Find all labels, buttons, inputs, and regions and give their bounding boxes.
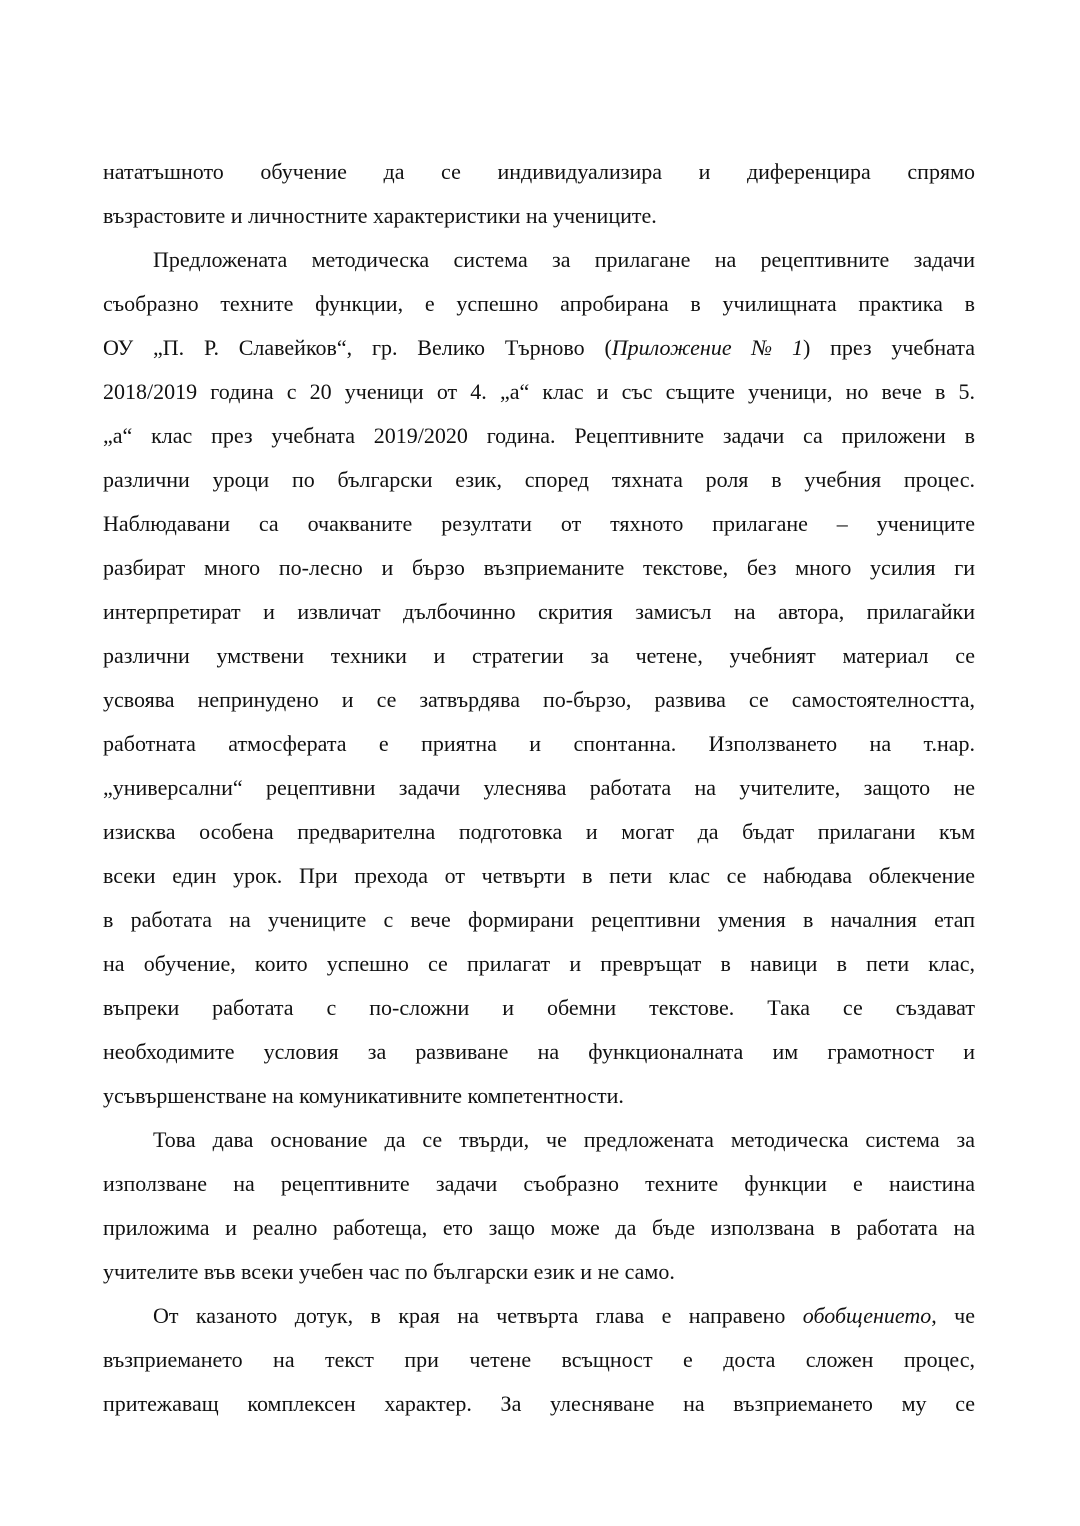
text-line bbox=[103, 1382, 975, 1426]
text-line bbox=[103, 546, 975, 590]
line-content bbox=[153, 1294, 975, 1338]
line-content bbox=[103, 678, 975, 722]
text-run: Наблюдавани са очакваните резултати от тяхното прилагане – учениците bbox=[103, 511, 975, 536]
text-run: различни уроци по български език, според тяхната роля в учебния процес. bbox=[103, 467, 975, 492]
text-line bbox=[103, 766, 975, 810]
text-run: всеки един урок. При прехода от четвърти в пети клас се набюдава облекчение bbox=[103, 863, 975, 888]
text-run: Това дава основание да се твърди, че предложената методическа система за bbox=[153, 1127, 975, 1152]
text-run: „универсални“ рецептивни задачи улеснява работата на учителите, защото не bbox=[103, 775, 975, 800]
text-line bbox=[103, 1206, 975, 1250]
line-content bbox=[103, 282, 975, 326]
text-run: 2018/2019 година с 20 ученици от 4. „а“ клас и със същите ученици, но вече в 5. bbox=[103, 379, 975, 404]
text-line bbox=[103, 414, 975, 458]
text-line bbox=[103, 986, 975, 1030]
text-run: Предложената методическа система за прилагане на рецептивните задачи bbox=[153, 247, 975, 272]
text-run: въпреки работата с по-сложни и обемни текстове. Така се създават bbox=[103, 995, 975, 1020]
italic-text: Приложение № 1 bbox=[611, 335, 803, 360]
text-run: интерпретират и извличат дълбочинно скрития замисъл на автора, прилагайки bbox=[103, 599, 975, 624]
line-content bbox=[103, 590, 975, 634]
text-line bbox=[103, 194, 975, 238]
text-line bbox=[103, 854, 975, 898]
text-line bbox=[103, 1162, 975, 1206]
line-content bbox=[103, 1259, 675, 1284]
text-line bbox=[103, 326, 975, 370]
text-line bbox=[103, 722, 975, 766]
text-run: различни умствени техники и стратегии за четене, учебният материал се bbox=[103, 643, 975, 668]
text-run: на обучение, които успешно се прилагат и превръщат в навици в пети клас, bbox=[103, 951, 975, 976]
text-line bbox=[103, 502, 975, 546]
text-run: усъвършенстване на комуникативните компетентности. bbox=[103, 1083, 624, 1108]
text-line bbox=[103, 634, 975, 678]
text-line bbox=[103, 590, 975, 634]
body-text bbox=[103, 150, 975, 1426]
line-content bbox=[103, 854, 975, 898]
text-run: ОУ „П. Р. Славейков“, гр. Велико Търново ( bbox=[103, 335, 612, 360]
text-line bbox=[103, 898, 975, 942]
line-content bbox=[103, 1382, 975, 1426]
text-line bbox=[103, 1074, 975, 1118]
text-run: От казаното дотук, в края на четвърта глава е направено bbox=[153, 1303, 803, 1328]
line-content bbox=[153, 1118, 975, 1162]
line-content bbox=[103, 810, 975, 854]
text-line bbox=[103, 1250, 975, 1294]
line-content bbox=[153, 238, 975, 282]
line-content bbox=[103, 458, 975, 502]
text-line bbox=[103, 678, 975, 722]
text-run: необходимите условия за развиване на функционалната им грамотност и bbox=[103, 1039, 975, 1064]
line-content bbox=[103, 898, 975, 942]
text-line bbox=[103, 150, 975, 194]
text-line bbox=[103, 942, 975, 986]
line-content bbox=[103, 634, 975, 678]
text-run: използване на рецептивните задачи съобразно техните функции е наистина bbox=[103, 1171, 975, 1196]
text-line bbox=[103, 810, 975, 854]
italic-text: обобщението bbox=[802, 1303, 932, 1328]
text-line bbox=[103, 1294, 975, 1338]
text-run: изисква особена предварителна подготовка и могат да бъдат прилагани към bbox=[103, 819, 975, 844]
text-line bbox=[103, 1118, 975, 1162]
line-content bbox=[103, 502, 975, 546]
line-content bbox=[103, 722, 975, 766]
text-run: „а“ клас през учебната 2019/2020 година. Рецептивните задачи са приложени в bbox=[103, 423, 975, 448]
line-content bbox=[103, 1083, 624, 1108]
text-run: приложима и реално работеща, ето защо може да бъде използвана в работата на bbox=[103, 1215, 975, 1240]
text-run: ) през учебната bbox=[802, 335, 976, 360]
text-line bbox=[103, 1338, 975, 1382]
paragraph-1 bbox=[103, 150, 975, 238]
text-line bbox=[103, 238, 975, 282]
line-content bbox=[103, 1338, 975, 1382]
line-content bbox=[103, 1206, 975, 1250]
text-run: възрастовите и личностните характеристики на учениците. bbox=[103, 203, 657, 228]
line-content bbox=[103, 986, 975, 1030]
text-line bbox=[103, 1030, 975, 1074]
text-run: , че bbox=[931, 1303, 975, 1328]
text-run: притежаващ комплексен характер. За улесняване на възприемането му се bbox=[103, 1391, 975, 1416]
text-line bbox=[103, 370, 975, 414]
line-content bbox=[103, 326, 975, 370]
line-content bbox=[103, 766, 975, 810]
line-content bbox=[103, 203, 657, 228]
text-run: възприемането на текст при четене всъщност е доста сложен процес, bbox=[103, 1347, 975, 1372]
text-run: в работата на учениците с вече формирани рецептивни умения в началния етап bbox=[103, 907, 975, 932]
paragraph-4 bbox=[103, 1294, 975, 1426]
text-run: работната атмосферата е приятна и спонтанна. Използването на т.нар. bbox=[103, 731, 975, 756]
line-content bbox=[103, 942, 975, 986]
line-content bbox=[103, 370, 975, 414]
text-run: усвоява непринудено и се затвърдява по-бързо, развива се самостоятелността, bbox=[103, 687, 975, 712]
line-content bbox=[103, 414, 975, 458]
text-run: нататъшното обучение да се индивидуализира и диференцира спрямо bbox=[103, 159, 975, 184]
text-line bbox=[103, 458, 975, 502]
text-line bbox=[103, 282, 975, 326]
text-run: съобразно техните функции, е успешно апробирана в училищната практика в bbox=[103, 291, 975, 316]
line-content bbox=[103, 546, 975, 590]
line-content bbox=[103, 1030, 975, 1074]
text-run: учителите във всеки учебен час по български език и не само. bbox=[103, 1259, 675, 1284]
line-content bbox=[103, 1162, 975, 1206]
line-content bbox=[103, 150, 975, 194]
paragraph-2 bbox=[103, 238, 975, 1118]
paragraph-3 bbox=[103, 1118, 975, 1294]
text-run: разбират много по-лесно и бързо възприеманите текстове, без много усилия ги bbox=[103, 555, 975, 580]
